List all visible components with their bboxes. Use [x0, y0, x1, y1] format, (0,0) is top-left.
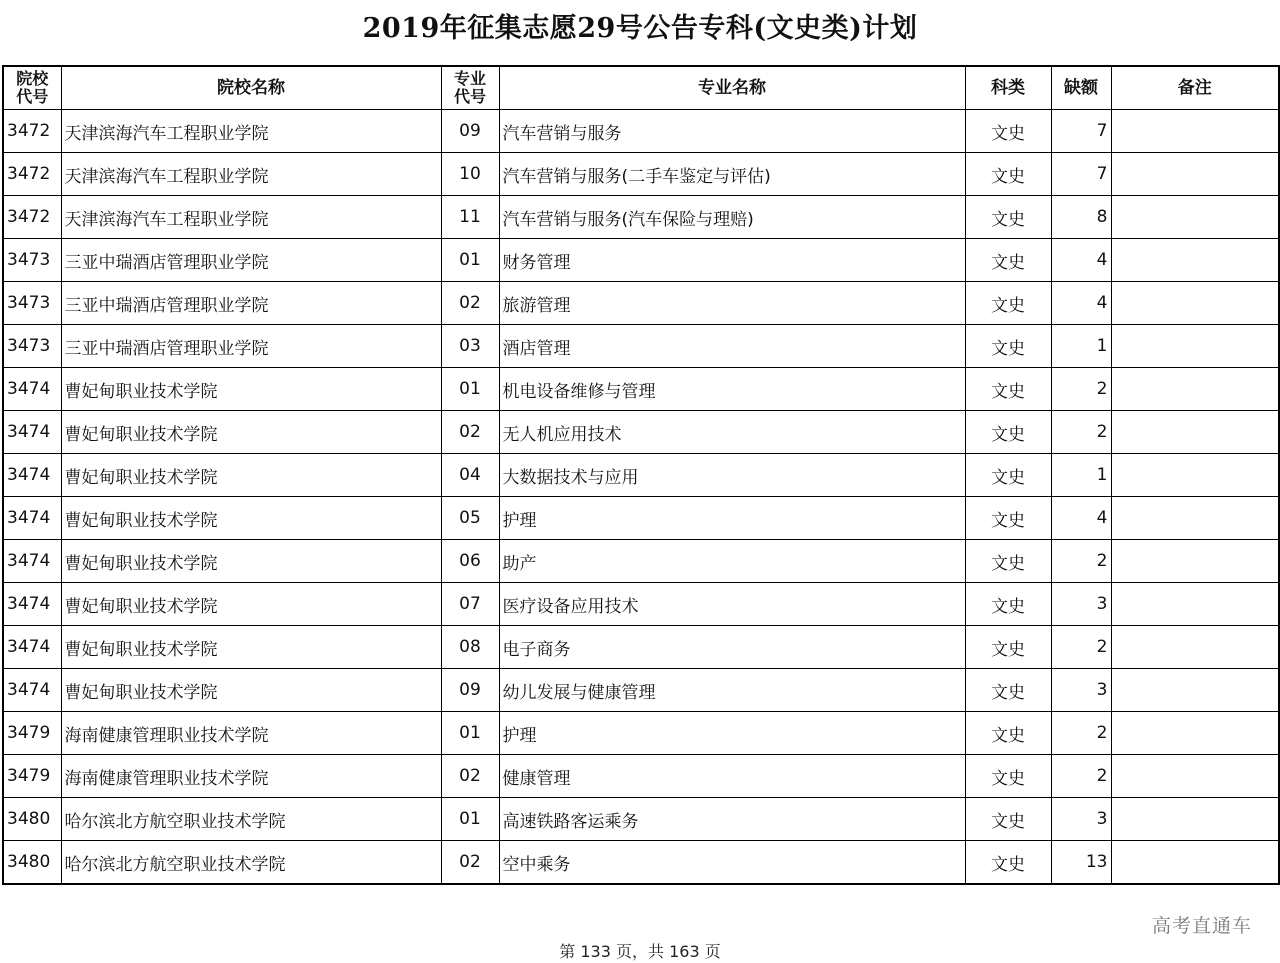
table-row: [3, 153, 1279, 196]
cell-school-code: 3473: [3, 282, 61, 325]
cell-notes: [1111, 497, 1279, 540]
table-row: [3, 841, 1279, 885]
cell-major-code: 11: [441, 196, 499, 239]
cell-school-name: 海南健康管理职业技术学院: [61, 712, 441, 755]
cell-school-code: 3474: [3, 454, 61, 497]
cell-major-name: 无人机应用技术: [499, 411, 965, 454]
table-row: [3, 798, 1279, 841]
cell-school-code: 3474: [3, 411, 61, 454]
table-row: [3, 110, 1279, 153]
cell-major-name: 酒店管理: [499, 325, 965, 368]
cell-school-name: 曹妃甸职业技术学院: [61, 583, 441, 626]
cell-school-code: 3479: [3, 755, 61, 798]
cell-school-name: 三亚中瑞酒店管理职业学院: [61, 239, 441, 282]
cell-vacancies: 4: [1051, 497, 1111, 540]
cell-school-code: 3472: [3, 196, 61, 239]
cell-major-name: 汽车营销与服务: [499, 110, 965, 153]
cell-school-code: 3474: [3, 368, 61, 411]
cell-school-name: 天津滨海汽车工程职业学院: [61, 110, 441, 153]
cell-major-code: 09: [441, 669, 499, 712]
cell-category: 文史: [965, 110, 1051, 153]
table-row: [3, 368, 1279, 411]
cell-major-code: 06: [441, 540, 499, 583]
cell-category: 文史: [965, 583, 1051, 626]
plan-table: [2, 65, 1280, 885]
cell-school-code: 3472: [3, 153, 61, 196]
cell-notes: [1111, 669, 1279, 712]
cell-school-name: 曹妃甸职业技术学院: [61, 368, 441, 411]
cell-school-name: 曹妃甸职业技术学院: [61, 626, 441, 669]
cell-major-name: 汽车营销与服务(二手车鉴定与评估): [499, 153, 965, 196]
cell-school-name: 三亚中瑞酒店管理职业学院: [61, 325, 441, 368]
table-row: [3, 583, 1279, 626]
cell-school-name: 哈尔滨北方航空职业技术学院: [61, 798, 441, 841]
cell-vacancies: 3: [1051, 798, 1111, 841]
table-row: [3, 454, 1279, 497]
cell-school-code: 3480: [3, 841, 61, 885]
cell-major-code: 09: [441, 110, 499, 153]
cell-major-name: 旅游管理: [499, 282, 965, 325]
cell-school-code: 3479: [3, 712, 61, 755]
plan-table-container: [2, 65, 1280, 885]
cell-vacancies: 2: [1051, 368, 1111, 411]
cell-vacancies: 2: [1051, 626, 1111, 669]
cell-notes: [1111, 239, 1279, 282]
cell-school-code: 3472: [3, 110, 61, 153]
cell-notes: [1111, 153, 1279, 196]
cell-notes: [1111, 712, 1279, 755]
cell-category: 文史: [965, 368, 1051, 411]
cell-category: 文史: [965, 626, 1051, 669]
document-title: 2019年征集志愿29号公告专科(文史类)计划: [362, 13, 918, 44]
cell-major-name: 幼儿发展与健康管理: [499, 669, 965, 712]
cell-vacancies: 2: [1051, 540, 1111, 583]
table-row: [3, 712, 1279, 755]
cell-major-name: 财务管理: [499, 239, 965, 282]
cell-school-name: 哈尔滨北方航空职业技术学院: [61, 841, 441, 885]
cell-school-code: 3473: [3, 239, 61, 282]
cell-school-code: 3474: [3, 626, 61, 669]
cell-vacancies: 7: [1051, 153, 1111, 196]
cell-major-code: 10: [441, 153, 499, 196]
cell-notes: [1111, 540, 1279, 583]
cell-category: 文史: [965, 841, 1051, 885]
cell-school-code: 3474: [3, 497, 61, 540]
cell-notes: [1111, 454, 1279, 497]
cell-vacancies: 4: [1051, 282, 1111, 325]
cell-school-code: 3473: [3, 325, 61, 368]
cell-major-name: 助产: [499, 540, 965, 583]
cell-major-code: 03: [441, 325, 499, 368]
cell-major-name: 大数据技术与应用: [499, 454, 965, 497]
page-number-footer: 第 133 页，共 163 页: [559, 942, 721, 961]
cell-major-code: 02: [441, 282, 499, 325]
cell-vacancies: 2: [1051, 411, 1111, 454]
cell-major-name: 空中乘务: [499, 841, 965, 885]
cell-major-code: 02: [441, 841, 499, 885]
cell-vacancies: 7: [1051, 110, 1111, 153]
cell-category: 文史: [965, 411, 1051, 454]
cell-notes: [1111, 325, 1279, 368]
table-row: [3, 626, 1279, 669]
cell-major-code: 01: [441, 368, 499, 411]
cell-school-name: 曹妃甸职业技术学院: [61, 669, 441, 712]
cell-notes: [1111, 841, 1279, 885]
cell-major-name: 电子商务: [499, 626, 965, 669]
cell-school-name: 海南健康管理职业技术学院: [61, 755, 441, 798]
cell-category: 文史: [965, 712, 1051, 755]
table-row: [3, 282, 1279, 325]
table-row: [3, 755, 1279, 798]
cell-major-code: 01: [441, 798, 499, 841]
cell-school-code: 3474: [3, 583, 61, 626]
table-row: [3, 540, 1279, 583]
header-row: [3, 66, 1279, 110]
cell-major-code: 08: [441, 626, 499, 669]
cell-school-name: 三亚中瑞酒店管理职业学院: [61, 282, 441, 325]
header-major-name: 专业名称: [499, 66, 965, 110]
cell-notes: [1111, 196, 1279, 239]
cell-notes: [1111, 583, 1279, 626]
cell-notes: [1111, 626, 1279, 669]
cell-school-name: 曹妃甸职业技术学院: [61, 540, 441, 583]
table-body: [3, 110, 1279, 885]
cell-vacancies: 3: [1051, 669, 1111, 712]
cell-vacancies: 3: [1051, 583, 1111, 626]
cell-major-code: 05: [441, 497, 499, 540]
cell-major-code: 02: [441, 411, 499, 454]
cell-category: 文史: [965, 798, 1051, 841]
table-row: [3, 239, 1279, 282]
cell-notes: [1111, 368, 1279, 411]
cell-category: 文史: [965, 239, 1051, 282]
table-row: [3, 196, 1279, 239]
cell-category: 文史: [965, 153, 1051, 196]
cell-school-name: 曹妃甸职业技术学院: [61, 497, 441, 540]
cell-category: 文史: [965, 755, 1051, 798]
cell-vacancies: 8: [1051, 196, 1111, 239]
cell-major-name: 护理: [499, 712, 965, 755]
cell-notes: [1111, 411, 1279, 454]
cell-major-name: 机电设备维修与管理: [499, 368, 965, 411]
cell-school-name: 天津滨海汽车工程职业学院: [61, 196, 441, 239]
cell-notes: [1111, 755, 1279, 798]
table-row: [3, 325, 1279, 368]
header-school-code: 院校 代号: [3, 66, 61, 110]
cell-vacancies: 13: [1051, 841, 1111, 885]
cell-major-name: 高速铁路客运乘务: [499, 798, 965, 841]
cell-major-code: 01: [441, 239, 499, 282]
cell-major-code: 01: [441, 712, 499, 755]
cell-vacancies: 1: [1051, 325, 1111, 368]
cell-major-code: 07: [441, 583, 499, 626]
cell-school-code: 3474: [3, 669, 61, 712]
cell-major-name: 健康管理: [499, 755, 965, 798]
cell-category: 文史: [965, 282, 1051, 325]
cell-school-name: 天津滨海汽车工程职业学院: [61, 153, 441, 196]
cell-category: 文史: [965, 196, 1051, 239]
cell-category: 文史: [965, 454, 1051, 497]
cell-major-code: 04: [441, 454, 499, 497]
header-notes: 备注: [1111, 66, 1279, 110]
cell-category: 文史: [965, 540, 1051, 583]
cell-school-code: 3474: [3, 540, 61, 583]
cell-category: 文史: [965, 497, 1051, 540]
cell-notes: [1111, 282, 1279, 325]
table-row: [3, 411, 1279, 454]
cell-vacancies: 1: [1051, 454, 1111, 497]
cell-notes: [1111, 798, 1279, 841]
cell-category: 文史: [965, 325, 1051, 368]
header-category: 科类: [965, 66, 1051, 110]
cell-vacancies: 2: [1051, 755, 1111, 798]
watermark-text: 高考直通车: [1151, 915, 1252, 937]
cell-category: 文史: [965, 669, 1051, 712]
cell-vacancies: 4: [1051, 239, 1111, 282]
cell-major-code: 02: [441, 755, 499, 798]
header-vacancies: 缺额: [1051, 66, 1111, 110]
cell-notes: [1111, 110, 1279, 153]
header-major-code: 专业 代号: [441, 66, 499, 110]
table-header: [3, 66, 1279, 110]
table-row: [3, 669, 1279, 712]
cell-school-name: 曹妃甸职业技术学院: [61, 454, 441, 497]
header-school-name: 院校名称: [61, 66, 441, 110]
cell-school-name: 曹妃甸职业技术学院: [61, 411, 441, 454]
cell-major-name: 医疗设备应用技术: [499, 583, 965, 626]
cell-major-name: 护理: [499, 497, 965, 540]
cell-vacancies: 2: [1051, 712, 1111, 755]
cell-school-code: 3480: [3, 798, 61, 841]
cell-major-name: 汽车营销与服务(汽车保险与理赔): [499, 196, 965, 239]
table-row: [3, 497, 1279, 540]
